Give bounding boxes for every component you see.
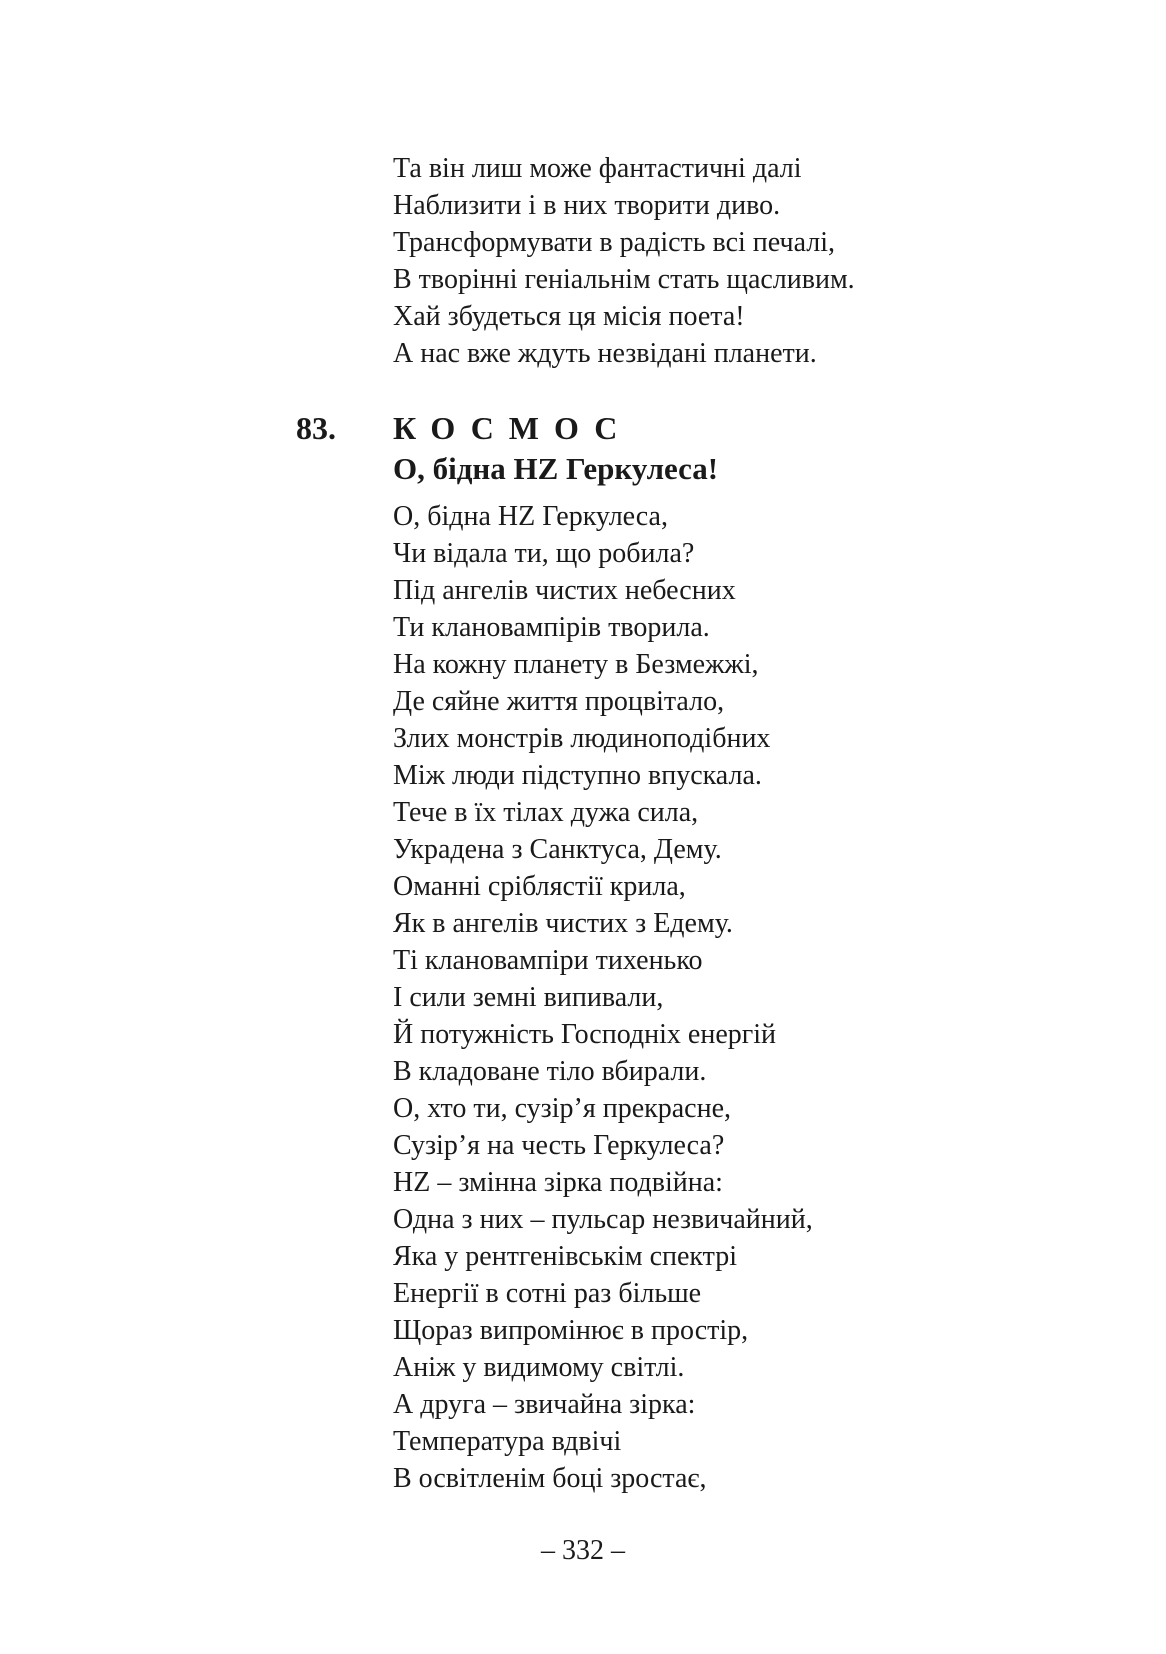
poem-line: Сузір’я на честь Геркулеса? xyxy=(393,1130,725,1161)
poem-line: На кожну планету в Безмежжі, xyxy=(393,649,759,680)
poem-body xyxy=(393,498,813,1497)
section-title: КОСМОС xyxy=(393,410,633,446)
poem-line: І сили земні випивали, xyxy=(393,982,664,1013)
poem-subtitle: О, бідна HZ Геркулеса! xyxy=(393,451,719,486)
poem-line: В кладоване тіло вбирали. xyxy=(393,1056,707,1087)
poem-line: Оманні сріблястії крила, xyxy=(393,871,686,902)
stanza-line: Наблизити і в них творити диво. xyxy=(393,190,781,221)
poem-line: Украдена з Санктуса, Дему. xyxy=(393,834,722,865)
poem-line: Як в ангелів чистих з Едему. xyxy=(393,908,733,939)
poem-line: Температура вдвічі xyxy=(393,1426,622,1457)
poem-line: Між люди підступно впускала. xyxy=(393,760,762,791)
poem-line: Щораз випромінює в простір, xyxy=(393,1315,749,1346)
top-stanza xyxy=(393,150,855,372)
section-number: 83. xyxy=(296,410,336,446)
page-number: – 332 – xyxy=(541,1535,625,1566)
stanza-line: Та він лиш може фантастичні далі xyxy=(393,153,802,184)
poem-line: HZ – змінна зірка подвійна: xyxy=(393,1167,723,1198)
stanza-line: Трансформувати в радість всі печалі, xyxy=(393,227,836,258)
poem-line: Під ангелів чистих небесних xyxy=(393,575,736,606)
poem-line: Енергії в сотні раз більше xyxy=(393,1278,702,1309)
poem-line: Ти клановампірів творила. xyxy=(393,612,710,643)
poem-line: Злих монстрів людиноподібних xyxy=(393,723,771,754)
poem-line: Й потужність Господніх енергій xyxy=(393,1019,777,1050)
poem-line: А друга – звичайна зірка: xyxy=(393,1389,696,1420)
poem-line: Одна з них – пульсар незвичайний, xyxy=(393,1204,813,1235)
poem-line: В освітленім боці зростає, xyxy=(393,1463,707,1494)
poem-line: О, хто ти, сузір’я прекрасне, xyxy=(393,1093,731,1124)
poem-line: Яка у рентгенівськім спектрі xyxy=(393,1241,738,1272)
poem-line: Ті клановампіри тихенько xyxy=(393,945,703,976)
poem-line: Де сяйне життя процвітало, xyxy=(393,686,725,717)
poem-line: Тече в їх тілах дужа сила, xyxy=(393,797,699,828)
poem-line: О, бідна HZ Геркулеса, xyxy=(393,501,668,532)
stanza-line: А нас вже ждуть незвідані планети. xyxy=(393,338,817,369)
poem-line: Аніж у видимому світлі. xyxy=(393,1352,685,1383)
stanza-line: В творінні геніальнім стать щасливим. xyxy=(393,264,855,295)
poem-line: Чи відала ти, що робила? xyxy=(393,538,695,569)
stanza-line: Хай збудеться ця місія поета! xyxy=(393,301,745,332)
